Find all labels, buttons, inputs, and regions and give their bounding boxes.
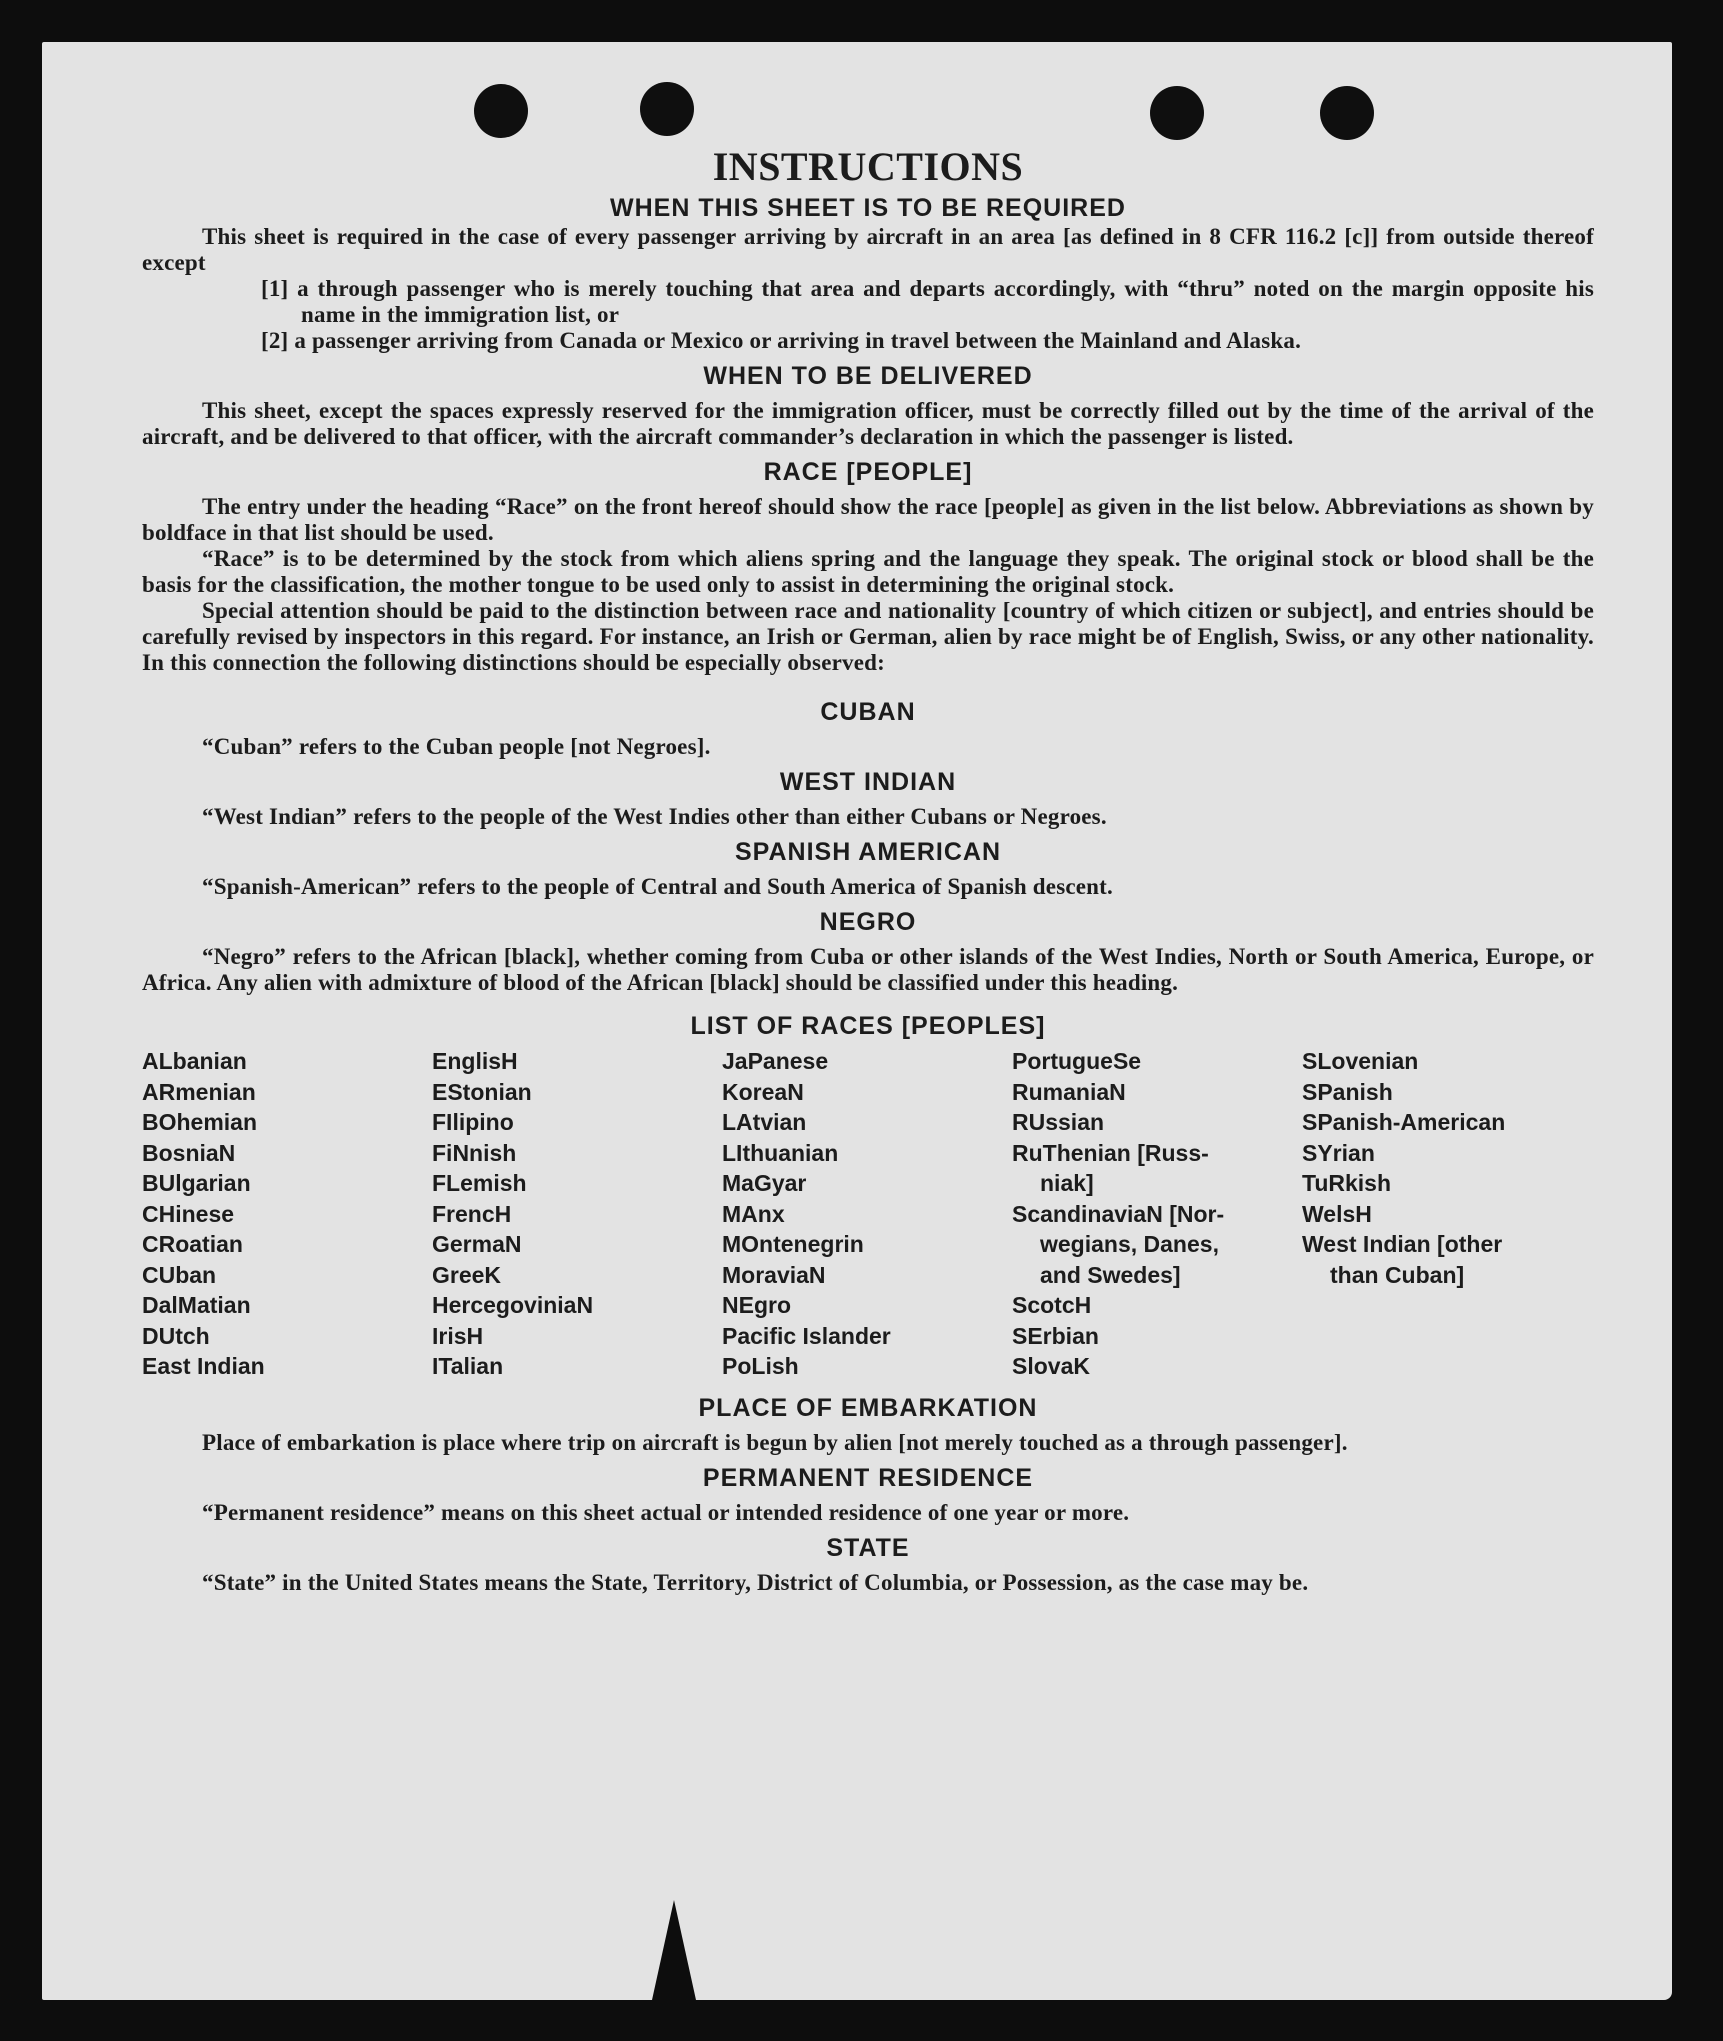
race-paragraph-3: Special attention should be paid to the distinction between race and nationality [country of which citizen or subject], and entries should be carefully revised by inspectors in this regard. For instance, an Irish or German, alien by race might be of English, Swiss, or any other nationality. In this connection the following distinctions should be especially observed: <box>142 598 1594 675</box>
race-entry: ScandinaviaN [Nor- <box>1012 1200 1225 1227</box>
race-entry: MOntenegrin <box>722 1231 864 1257</box>
race-entry: NEgro <box>722 1292 791 1318</box>
race-entry: DalMatian <box>142 1292 251 1318</box>
race-entry: GreeK <box>432 1261 502 1288</box>
race-entry: SErbian <box>1012 1322 1099 1349</box>
cuban-body: “Cuban” refers to the Cuban people [not Negroes]. <box>202 734 711 759</box>
negro-body: “Negro” refers to the African [black], whether coming from Cuba or other islands of the West Indies, North or South America, Europe, or Africa. Any alien with admixture of blood of the African [black] should be classified under this heading. <box>142 944 1594 995</box>
page-title: INSTRUCTIONS <box>712 144 1024 189</box>
heading-list-of-races: LIST OF RACES [PEOPLES] <box>690 1012 1046 1040</box>
race-entry: MoraviaN <box>722 1261 826 1288</box>
race-entry: RUssian <box>1012 1109 1105 1135</box>
race-entry: FLemish <box>432 1170 527 1196</box>
heading-west-indian: WEST INDIAN <box>779 768 957 796</box>
heading-spanish-american: SPANISH AMERICAN <box>734 838 1001 866</box>
document-page <box>42 42 1672 2000</box>
heading-state: STATE <box>826 1533 910 1562</box>
race-entry: BOhemian <box>142 1109 258 1135</box>
required-item-1: [1] a through passenger who is merely touching that area and departs accordingly, with “thru” noted on the margin opposite his name in the immigration list, or <box>261 276 1594 327</box>
race-entry: ITalian <box>432 1353 504 1379</box>
punch-hole <box>474 84 528 138</box>
race-entry: SPanish-American <box>1302 1109 1506 1135</box>
race-paragraph-1: The entry under the heading “Race” on the front hereof should show the race [people] as given in the list below. Abbreviations as shown by boldface in that list should be used. <box>142 494 1594 545</box>
heading-negro: NEGRO <box>819 908 917 936</box>
heading-race: RACE [PEOPLE] <box>763 458 973 486</box>
race-entry: RumaniaN <box>1012 1078 1126 1105</box>
races-column <box>1302 1046 1592 1382</box>
required-item-2: [2] a passenger arriving from Canada or Mexico or arriving in travel between the Mainland and Alaska. <box>261 328 1302 353</box>
race-entry: LAtvian <box>722 1109 807 1135</box>
race-entry: DUtch <box>142 1322 210 1349</box>
race-entry: MAnx <box>722 1200 785 1227</box>
race-entry: EnglisH <box>432 1048 518 1074</box>
embarkation-body: Place of embarkation is place where trip on aircraft is begun by alien [not merely touched as a through passenger]. <box>202 1429 1348 1455</box>
punch-hole <box>640 82 694 136</box>
races-column <box>142 1046 432 1382</box>
races-list <box>142 1046 1594 1382</box>
race-entry: MaGyar <box>722 1170 807 1196</box>
race-entry: TuRkish <box>1302 1170 1392 1196</box>
heading-delivered: WHEN TO BE DELIVERED <box>703 362 1033 390</box>
race-entry: SlovaK <box>1012 1353 1090 1379</box>
race-entry: ALbanian <box>142 1048 247 1074</box>
spanish-american-body: “Spanish-American” refers to the people of Central and South America of Spanish descent. <box>202 874 1113 899</box>
race-entry: FiNnish <box>432 1139 517 1166</box>
punch-hole <box>1320 86 1374 140</box>
race-entry: SYrian <box>1302 1139 1375 1166</box>
race-entry: JaPanese <box>722 1048 829 1074</box>
punch-hole <box>1150 86 1204 140</box>
race-entry: PortugueSe <box>1012 1048 1142 1074</box>
race-entry-continued: than Cuban] <box>1330 1261 1465 1288</box>
race-paragraph-2: “Race” is to be determined by the stock from which aliens spring and the language they speak. The original stock or blood shall be the basis for the classification, the mother tongue to be used only to assist in determining the original stock. <box>142 546 1594 597</box>
race-entry: SPanish <box>1302 1078 1393 1105</box>
race-entry-continued: niak] <box>1040 1170 1094 1196</box>
race-entry: West Indian [other <box>1302 1231 1503 1257</box>
race-entry: CRoatian <box>142 1231 243 1257</box>
heading-embarkation: PLACE OF EMBARKATION <box>698 1393 1038 1422</box>
race-entry: CUban <box>142 1261 217 1288</box>
race-entry: LIthuanian <box>722 1139 839 1166</box>
race-entry: SLovenian <box>1302 1048 1419 1074</box>
races-column <box>432 1046 722 1382</box>
race-entry: RuThenian [Russ- <box>1012 1139 1209 1166</box>
race-entry: IrisH <box>432 1322 484 1349</box>
race-entry-continued: and Swedes] <box>1040 1261 1181 1288</box>
race-entry: GermaN <box>432 1231 522 1257</box>
race-entry: Pacific Islander <box>722 1322 891 1349</box>
state-body: “State” in the United States means the State, Territory, District of Columbia, or Possession, as the case may be. <box>202 1569 1309 1595</box>
race-entry: FrencH <box>432 1200 512 1227</box>
race-entry: PoLish <box>722 1353 799 1379</box>
paper-tear <box>652 1900 696 2000</box>
required-body: This sheet is required in the case of every passenger arriving by aircraft in an area [as defined in 8 CFR 116.2 [c]] from outside thereof except <box>142 224 1594 275</box>
races-column <box>1012 1046 1302 1382</box>
race-entry: East Indian <box>142 1353 265 1379</box>
heading-permanent-residence: PERMANENT RESIDENCE <box>702 1463 1034 1492</box>
race-entry: BosniaN <box>142 1139 236 1166</box>
permanent-residence-body: “Permanent residence” means on this sheet actual or intended residence of one year or more. <box>202 1499 1130 1525</box>
race-entry: WelsH <box>1302 1200 1372 1227</box>
race-entry: ARmenian <box>142 1078 256 1105</box>
race-entry: KoreaN <box>722 1078 804 1105</box>
heading-cuban: CUBAN <box>820 698 916 726</box>
race-entry: EStonian <box>432 1078 532 1105</box>
race-entry: CHinese <box>142 1200 235 1227</box>
west-indian-body: “West Indian” refers to the people of the West Indies other than either Cubans or Negroes. <box>202 804 1107 829</box>
instructions-content <box>142 142 1594 1596</box>
race-entry: BUlgarian <box>142 1170 251 1196</box>
delivered-body: This sheet, except the spaces expressly reserved for the immigration officer, must be correctly filled out by the time of the arrival of the aircraft, and be delivered to that officer, with the aircraft commander’s declaration in which the passenger is listed. <box>142 398 1594 449</box>
race-entry-continued: wegians, Danes, <box>1040 1231 1219 1257</box>
race-entry: HercegoviniaN <box>432 1292 594 1318</box>
races-column <box>722 1046 1012 1382</box>
race-entry: FIlipino <box>432 1109 514 1135</box>
heading-required: WHEN THIS SHEET IS TO BE REQUIRED <box>610 194 1126 222</box>
race-entry: ScotcH <box>1012 1292 1092 1318</box>
